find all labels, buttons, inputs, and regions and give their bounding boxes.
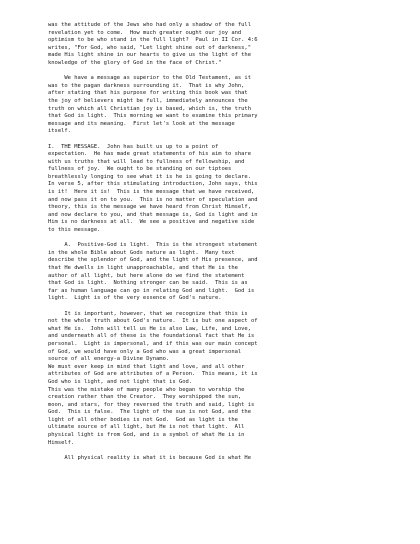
paragraph-joy-of-jews: was the attitude of the Jews who had only a shadow of the full revelation yet to come. How much greater ought our joy and optimism to be who stand in the full light? Paul in II Cor. 4:6 writes, "For God, who said, "Let light shine out of darkness," made His light shine in our hearts to give us the light of the knowledge of the glory of God in the face of Christ." bbox=[48, 22, 258, 66]
paragraph-the-message: I. THE MESSAGE. John has built us up to a point of expectation. He has made great statements of his aim to share with us truths that will lead to fullness of fellowship, and fullness of joy. We ought to be standing on our tiptoes breathlessly longing to see what it is he is going to declare. In verse 5, after this stimulating introduction, John says, this is it! Here it is! This is the message that we have received, and now pass it on to you. This is no matter of speculation and theory, this is the message we have heard from Christ Himself, and now declare to you, and that message is, God is light and in Him is no darkness at all. We see a positive and negative side to this message. bbox=[48, 143, 258, 234]
paragraph-attributes-of-person: We must ever keep in mind that light and love, and all other attributes of God are attributes of a Person. This means, it is God who is light, and not light that is God. This was the mistake of many people who began to worship the creation rather than the Creator. They worshipped the sun, moon, and stars, for they reversed the truth and said, light is God. This is false. The light of the sun is not God, and the light of all other bodies is not God. God as light is the ultimate source of all light, but He is not that light. All physical light is from God, and is a symbol of what He is in Himself. bbox=[48, 363, 258, 446]
paragraph-not-whole-truth: It is important, however, that we recognize that this is not the whole truth about God's nature. It is but one aspect of what He is. John will tell us He is also Law, Life, and Love, and underneath all of these is the foundational fact that He is personal. Light is impersonal, and if this was our main concept of God, we would have only a God who was a great impersonal source of all energy-a Divine Dynamo. bbox=[48, 310, 258, 363]
paragraph-god-is-light: A. Positive-God is light. This is the strongest statement in the whole Bible about Gods nature as light. Many text describe the splendor of God, and the light of His presence, and that He dwells in light unapproachable, and that He is the author of all light, but here alone do we find the statement that God is light. Nothing stronger can be said. This is as far as human language can go in relating God and light. God is light. Light is of the very essence of God's nature. bbox=[48, 242, 258, 302]
paragraph-physical-reality: All physical reality is what it is because God is what He bbox=[48, 454, 251, 461]
paragraph-superior-message: We have a message as superior to the Old Testament, as it was to the pagan darkness surrounding it. That is why John, after stating that his purpose for writing this book was that the joy of believers might be full, immediately announces the truth on which all Christian joy is based, which is, the truth that God is light. This morning we want to examine this primary message and its meaning. First let's look at the message itself. bbox=[48, 75, 258, 135]
document-body bbox=[48, 22, 388, 470]
